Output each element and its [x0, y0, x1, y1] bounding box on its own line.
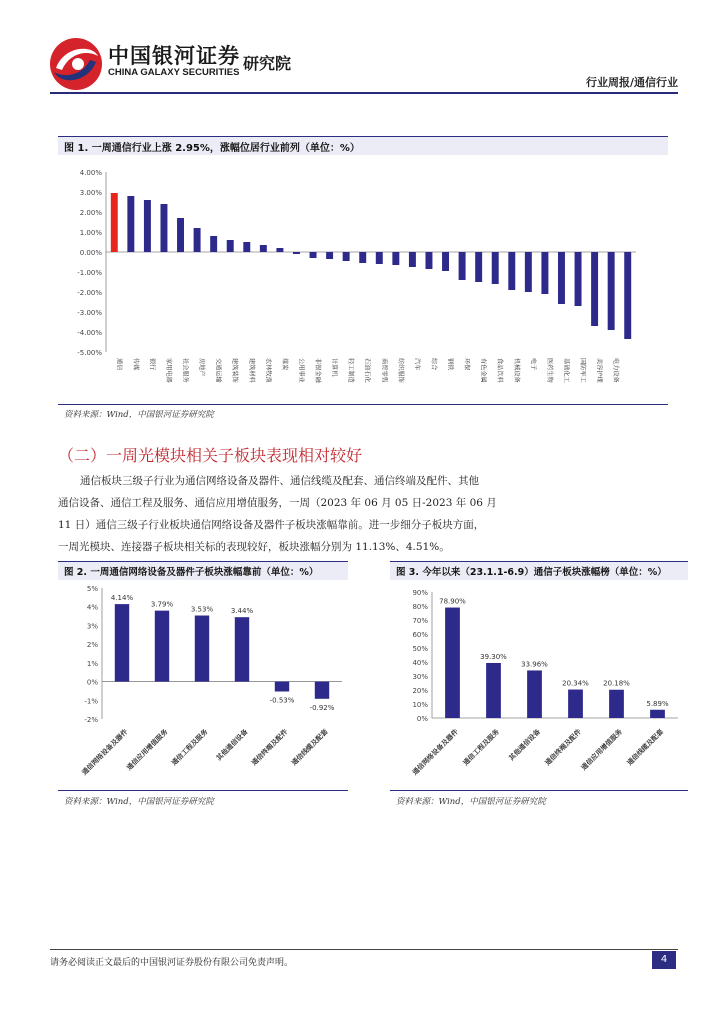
bar [243, 242, 250, 252]
category-label: 通信线缆及配套 [290, 727, 330, 768]
category-label: 商贸零售 [380, 358, 388, 383]
category-label: 通信工程及服务 [170, 727, 210, 768]
category-label: 公用事业 [297, 358, 305, 383]
bar [475, 252, 482, 282]
category-label: 通信应用增值服务 [579, 727, 624, 772]
category-label: 医药生物 [545, 358, 553, 383]
data-label: 20.34% [562, 679, 589, 688]
category-label: 基础化工 [562, 358, 570, 383]
category-label: 通信工程及服务 [461, 727, 501, 768]
data-label: 20.18% [603, 679, 630, 688]
paragraph-line: 通信设备、通信工程及服务、通信应用增值服务，一周（2023 年 06 月 05 日-2023 年 06 月 [58, 497, 497, 509]
y-tick-label: 50% [412, 645, 428, 653]
category-label: 纺织服饰 [396, 358, 404, 383]
y-tick-label: 80% [412, 603, 428, 611]
y-tick-label: 4% [86, 603, 98, 612]
category-label: 非银金融 [314, 358, 322, 383]
category-label: 国防军工 [579, 358, 587, 383]
y-tick-label: 90% [412, 589, 428, 597]
paragraph-line: 通信板块三级子行业为通信网络设备及器件、通信线缆及配套、通信终端及配件、其他 [80, 475, 479, 487]
figure-2-chart [58, 582, 350, 790]
category-label: 电力设备 [612, 358, 620, 383]
data-label: 39.30% [480, 652, 507, 661]
bar [275, 682, 289, 692]
page-number: 4 [652, 951, 676, 969]
y-tick-label: 0% [416, 715, 428, 723]
bar [425, 252, 432, 269]
bar [310, 252, 317, 258]
y-tick-label: -4.00% [77, 329, 102, 337]
bar [260, 245, 267, 252]
bar [486, 663, 501, 718]
category-label: 其他通信设备 [214, 727, 250, 763]
category-label: 通信应用增值服务 [125, 727, 170, 772]
y-tick-label: -2.00% [77, 289, 102, 297]
bar [442, 252, 449, 271]
data-label: 3.79% [150, 600, 174, 609]
bar [376, 252, 383, 264]
bar [591, 252, 598, 326]
y-tick-label: 30% [412, 673, 428, 681]
bar [293, 252, 300, 254]
category-label: 机械设备 [512, 358, 520, 383]
brand-name-en: CHINA GALAXY SECURITIES [108, 67, 240, 78]
category-label: 家用电器 [164, 358, 172, 383]
y-tick-label: 20% [412, 687, 428, 695]
galaxy-logo-icon [48, 36, 104, 92]
y-tick-label: -1.00% [77, 269, 102, 277]
category-label: 通信网络设备及器件 [80, 727, 130, 777]
figure-1-source: 资料来源：Wind，中国银河证券研究院 [64, 410, 214, 420]
category-label: 通信 [115, 358, 123, 371]
category-label: 石油石化 [363, 358, 371, 383]
data-label: 33.96% [521, 660, 548, 669]
category-label: 轻工制造 [347, 358, 355, 383]
category-label: 通信终端及配件 [250, 727, 290, 768]
paragraph-line: 11 日）通信三级子行业板块通信网络设备及器件子板块涨幅靠前。进一步细分子板块方面， [58, 519, 485, 531]
bar [276, 248, 283, 252]
figure-2-rule [58, 790, 348, 791]
figure-1-title: 图 1. 一周通信行业上涨 2.95%，涨幅位居行业前列（单位：%） [64, 143, 360, 154]
category-label: 钢铁 [446, 358, 454, 371]
category-label: 通信网络设备及器件 [411, 727, 460, 777]
bar [609, 690, 624, 718]
bar [525, 252, 532, 292]
section-title: （二）一周光模块相关子板块表现相对较好 [58, 446, 363, 465]
category-label: 建筑装饰 [231, 358, 239, 383]
y-tick-label: 0.00% [79, 249, 102, 257]
figure-1-chart [58, 158, 668, 404]
figure-2-title: 图 2. 一周通信网络设备及器件子板块涨幅靠前（单位：%） [64, 567, 319, 578]
bar [558, 252, 565, 304]
category-label: 美容护理 [595, 358, 603, 383]
y-tick-label: -3.00% [77, 309, 102, 317]
category-label: 煤炭 [280, 358, 288, 371]
category-label: 传媒 [131, 358, 139, 371]
bar [115, 604, 129, 681]
data-label: 78.90% [439, 597, 466, 606]
bar [541, 252, 548, 294]
category-label: 房地产 [198, 358, 206, 377]
category-label: 计算机 [330, 358, 338, 377]
y-tick-label: 70% [412, 617, 428, 625]
y-tick-label: -2% [84, 716, 98, 724]
y-tick-label: -1% [84, 697, 98, 706]
bar [343, 252, 350, 261]
category-label: 社会服务 [181, 358, 189, 383]
bar [568, 690, 583, 718]
bar [127, 196, 134, 252]
brand-name-cn: 中国银河证券 [108, 44, 240, 68]
category-label: 交通运输 [214, 358, 222, 383]
footer-disclaimer: 请务必阅读正文最后的中国银河证券股份有限公司免责声明。 [50, 958, 294, 968]
y-tick-label: 3% [86, 622, 98, 631]
figure-2-source: 资料来源：Wind，中国银河证券研究院 [64, 797, 214, 807]
figure-3-rule [390, 790, 688, 791]
y-tick-label: -5.00% [77, 349, 102, 357]
bar [508, 252, 515, 290]
category-label: 有色金属 [479, 358, 487, 383]
bar [575, 252, 582, 306]
bar [155, 611, 169, 682]
y-tick-label: 1% [86, 659, 98, 668]
bar [650, 710, 665, 718]
bar [160, 204, 167, 252]
y-tick-label: 0% [86, 678, 98, 687]
footer-divider [50, 949, 678, 950]
institute-name: 研究院 [243, 54, 292, 73]
bar [492, 252, 499, 284]
y-tick-label: 60% [412, 631, 428, 639]
data-label: 3.44% [230, 607, 254, 616]
figure-3-title: 图 3. 今年以来（23.1.1-6.9）通信子板块涨幅榜（单位：%） [396, 567, 667, 578]
y-tick-label: 3.00% [79, 189, 102, 197]
y-tick-label: 2.00% [79, 209, 102, 217]
y-tick-label: 1.00% [79, 229, 102, 237]
bar [315, 682, 329, 699]
bar [326, 252, 333, 259]
y-tick-label: 2% [86, 641, 98, 650]
category-label: 其他通信设备 [507, 727, 542, 763]
data-label: 5.89% [646, 699, 669, 708]
body-paragraph [58, 470, 668, 558]
category-label: 综合 [429, 358, 437, 371]
bar [210, 236, 217, 252]
header-divider [50, 92, 678, 94]
data-label: -0.53% [269, 696, 295, 705]
category-label: 食品饮料 [496, 358, 504, 383]
bar [624, 252, 631, 339]
data-label: 3.53% [190, 605, 214, 614]
data-label: -0.92% [309, 703, 335, 712]
y-tick-label: 10% [412, 701, 428, 709]
bar [445, 608, 460, 718]
paragraph-line: 一周光模块、连接器子板块相关标的表现较好，板块涨幅分别为 11.13%、4.51%。 [58, 541, 450, 553]
figure-3-chart [390, 582, 688, 790]
category-label: 建筑材料 [247, 358, 255, 383]
bar [235, 617, 249, 681]
bar [144, 200, 151, 252]
bar [409, 252, 416, 267]
bar [608, 252, 615, 330]
figure-1-rule [58, 404, 668, 405]
bar [227, 240, 234, 252]
bar [527, 670, 542, 718]
y-tick-label: 5% [86, 585, 98, 593]
y-tick-label: 40% [412, 659, 428, 667]
bar [359, 252, 366, 263]
bar [194, 228, 201, 252]
bar [392, 252, 399, 265]
bar [459, 252, 466, 280]
report-type: 行业周报/通信行业 [585, 76, 678, 89]
category-label: 通信线缆及配套 [625, 727, 665, 768]
figure-3-source: 资料来源：Wind，中国银河证券研究院 [396, 797, 546, 807]
data-label: 4.14% [110, 594, 134, 603]
category-label: 农林牧渔 [264, 358, 272, 383]
category-label: 通信终端及配件 [543, 727, 583, 768]
y-tick-label: 4.00% [79, 169, 102, 177]
category-label: 汽车 [413, 358, 421, 371]
bar [195, 616, 209, 682]
bar [111, 193, 118, 252]
category-label: 银行 [148, 358, 156, 371]
bar [177, 218, 184, 252]
category-label: 电子 [529, 358, 537, 371]
category-label: 环保 [463, 358, 471, 371]
